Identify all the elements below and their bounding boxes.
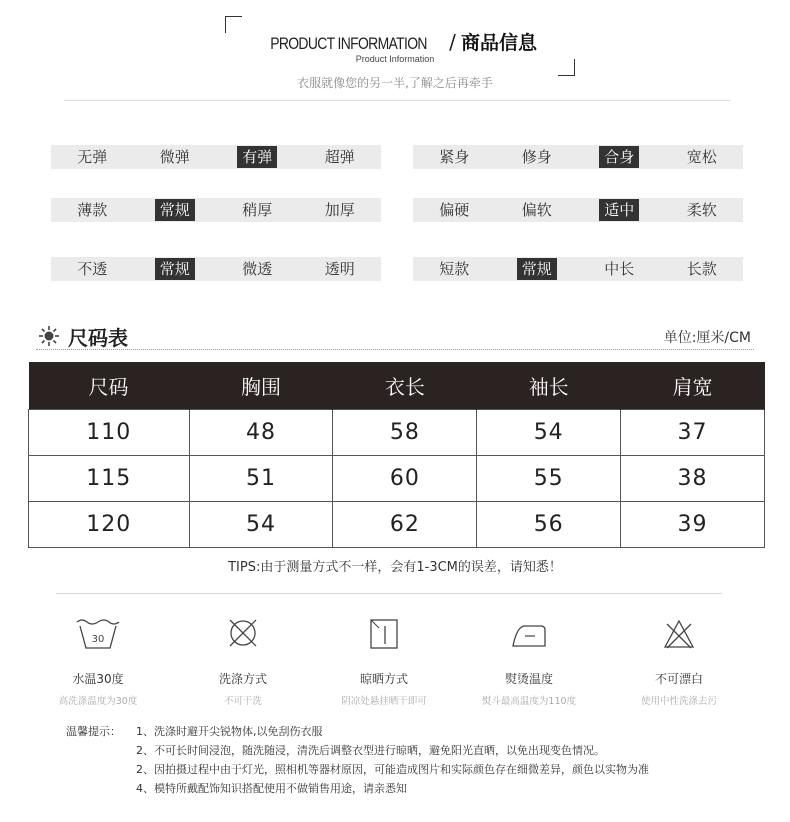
attr-option	[134, 146, 217, 168]
care-item-bleach	[609, 610, 749, 707]
title-cn: 商品信息	[460, 32, 537, 54]
attr-row-softness	[413, 198, 743, 222]
table-cell: 54	[189, 502, 333, 548]
attr-option-label: 超弹	[324, 148, 355, 166]
care-label: 熨烫温度	[504, 672, 553, 686]
attr-option	[51, 199, 134, 221]
attr-option-label: 柔软	[686, 201, 717, 219]
attr-option	[661, 146, 744, 168]
attr-option-selected	[578, 199, 661, 221]
size-chart-unit: 单位:厘米/CM	[663, 330, 751, 346]
attr-option	[413, 199, 496, 221]
care-sublabel: 阴凉处悬挂晒干即可	[341, 696, 427, 707]
attr-option-label: 合身	[599, 146, 639, 168]
attr-option-label: 常规	[155, 258, 195, 280]
attr-option-label: 修身	[521, 148, 552, 166]
table-header-row	[29, 362, 765, 410]
attr-row-thickness	[51, 198, 381, 222]
divider	[64, 100, 730, 101]
divider	[56, 593, 722, 594]
table-cell: 56	[477, 502, 621, 548]
note-item: 2、因拍摄过程中由于灯光，照相机等器材原因，可能造成图片和实际颜色存在细微差异，颜色以实物为准	[136, 763, 649, 776]
attr-option-selected	[134, 258, 217, 280]
table-cell: 54	[477, 410, 621, 456]
attr-option-label: 短款	[439, 260, 470, 278]
attr-row-fit	[413, 145, 743, 169]
size-table	[28, 362, 765, 548]
attr-option-label: 不透	[77, 260, 108, 278]
attr-option-label: 无弹	[77, 148, 108, 166]
table-header: 尺码	[29, 362, 190, 410]
attr-option-selected	[216, 146, 299, 168]
attr-option-label: 有弹	[237, 146, 277, 168]
care-item-drying	[314, 610, 454, 707]
size-chart-title: 尺码表	[68, 326, 128, 350]
page-title	[0, 28, 790, 55]
table-cell: 55	[477, 456, 621, 502]
table-row	[29, 502, 765, 548]
iron-low-icon	[459, 610, 599, 650]
attr-option-label: 稍厚	[242, 201, 273, 219]
table-cell: 51	[189, 456, 333, 502]
table-header: 袖长	[477, 362, 621, 410]
table-cell: 39	[621, 502, 765, 548]
attr-option-label: 紧身	[439, 148, 470, 166]
attr-row-stretch	[51, 145, 381, 169]
no-dry-clean-icon	[173, 610, 313, 650]
table-cell: 38	[621, 456, 765, 502]
attr-option	[413, 146, 496, 168]
attr-option	[216, 258, 299, 280]
care-sublabel: 使用中性洗涤去污	[640, 696, 717, 707]
care-label: 水温30度	[72, 672, 124, 686]
table-header: 胸围	[189, 362, 333, 410]
table-row	[29, 456, 765, 502]
attr-option	[299, 258, 382, 280]
attr-option-selected	[134, 199, 217, 221]
title-slash: /	[449, 30, 456, 54]
line-dry-shade-icon	[314, 610, 454, 650]
attr-option-label: 适中	[599, 199, 639, 221]
attr-option-label: 加厚	[324, 201, 355, 219]
note-item: 1、洗涤时避开尖锐物体,以免刮伤衣服	[136, 725, 323, 738]
attr-option-label: 常规	[517, 258, 557, 280]
attr-option	[496, 146, 579, 168]
attr-option-label: 透明	[324, 260, 355, 278]
table-row	[29, 410, 765, 456]
attr-row-length	[413, 257, 743, 281]
title-en: PRODUCT INFORMATION	[270, 34, 427, 53]
table-cell: 48	[189, 410, 333, 456]
attr-option-label: 中长	[604, 260, 635, 278]
wash-30-icon	[28, 610, 168, 650]
subtitle-en: Product Information	[355, 54, 435, 64]
notes-label: 温馨提示：	[66, 725, 121, 738]
table-cell: 115	[29, 456, 190, 502]
table-cell: 62	[333, 502, 477, 548]
care-label: 晾晒方式	[359, 672, 408, 686]
attr-option	[661, 258, 744, 280]
attr-option-label: 宽松	[686, 148, 717, 166]
care-label: 不可漂白	[654, 672, 703, 686]
table-cell: 58	[333, 410, 477, 456]
table-header: 衣长	[333, 362, 477, 410]
attr-option-label: 偏软	[521, 201, 552, 219]
attr-row-transparency	[51, 257, 381, 281]
tips-text: TIPS:由于测量方式不一样，会有1-3CM的误差，请知悉！	[228, 560, 562, 575]
note-item: 4、模特所戴配饰知识搭配使用不做销售用途，请亲悉知	[136, 782, 407, 795]
table-cell: 60	[333, 456, 477, 502]
table-header: 肩宽	[621, 362, 765, 410]
attr-option-label: 微透	[242, 260, 273, 278]
wash-temp-label: 30	[91, 634, 105, 645]
care-sublabel: 不可干洗	[223, 696, 262, 707]
note-item: 2、不可长时间浸泡，随洗随浸，清洗后调整衣型进行晾晒，避免阳光直晒，以免出现变色情况。	[136, 744, 605, 757]
attr-option-label: 薄款	[77, 201, 108, 219]
care-label: 洗涤方式	[218, 672, 267, 686]
table-cell: 37	[621, 410, 765, 456]
tagline: 衣服就像您的另一半,了解之后再牵手	[297, 76, 493, 90]
table-cell: 120	[29, 502, 190, 548]
attr-option	[496, 199, 579, 221]
attr-option	[299, 199, 382, 221]
attr-option	[578, 258, 661, 280]
table-cell: 110	[29, 410, 190, 456]
attr-option-label: 偏硬	[439, 201, 470, 219]
attr-option	[299, 146, 382, 168]
dotted-divider	[36, 349, 754, 350]
attr-option	[413, 258, 496, 280]
attr-option	[51, 146, 134, 168]
attr-option-selected	[496, 258, 579, 280]
care-sublabel: 熨斗最高温度为110度	[481, 696, 577, 707]
attr-option-label: 常规	[155, 199, 195, 221]
care-item-water-temp	[28, 610, 168, 707]
attr-option	[661, 199, 744, 221]
attr-option	[216, 199, 299, 221]
no-bleach-icon	[609, 610, 749, 650]
attr-option-label: 长款	[686, 260, 717, 278]
attr-option-label: 微弹	[159, 148, 190, 166]
sun-icon	[38, 325, 60, 351]
care-item-wash-method	[173, 610, 313, 707]
attr-option	[51, 258, 134, 280]
attr-option-selected	[578, 146, 661, 168]
care-item-ironing	[459, 610, 599, 707]
care-sublabel: 高洗涤温度为30度	[58, 696, 138, 707]
